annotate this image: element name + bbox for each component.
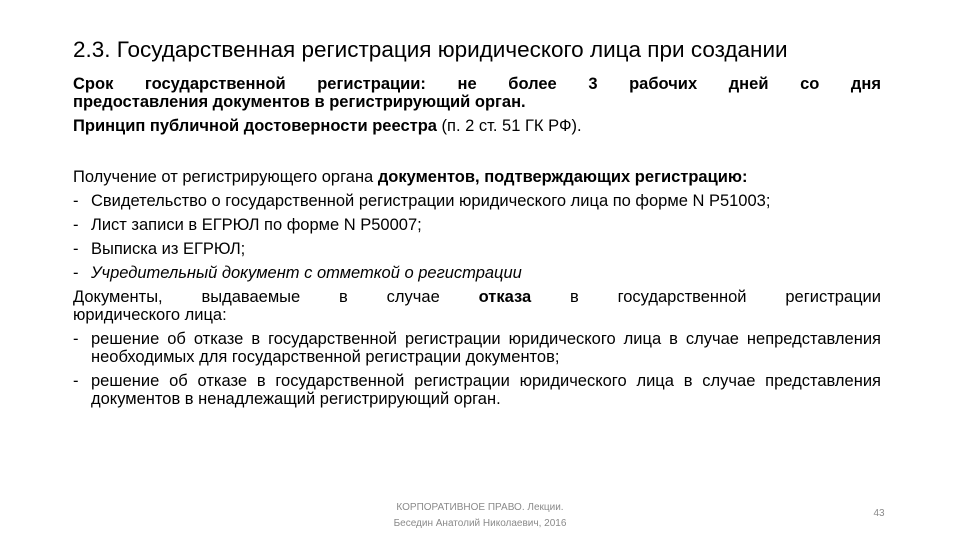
receipt-bold: документов, подтверждающих регистрацию: (377, 168, 748, 186)
principle-name: Принцип публичной достоверности реестра (73, 117, 437, 135)
refusal-line-1 (73, 288, 881, 306)
list-dash: - (73, 192, 79, 210)
list-dash: - (73, 240, 79, 258)
slide-title: 2.3. Государственная регистрация юридического лица при создании (73, 37, 788, 62)
receipt-intro: Получение от регистрирующего органа (73, 168, 378, 186)
list-item-text: решение об отказе в государственной регистрации юридического лица в случае представления документов в ненадлежащий регистрирующий орган. (91, 372, 881, 408)
page-number: 43 (873, 508, 885, 519)
refusal-start: Документы, выдаваемые в случае (73, 288, 479, 306)
list-item (73, 216, 881, 234)
list-item-text: Выписка из ЕГРЮЛ; (91, 240, 246, 258)
list-item (73, 264, 881, 282)
list-item-text: Лист записи в ЕГРЮЛ по форме N Р50007; (91, 216, 422, 234)
list-dash: - (73, 264, 79, 282)
refusal-end: в государственной регистрации (531, 288, 881, 306)
list-dash: - (73, 330, 79, 348)
list-dash: - (73, 372, 79, 390)
list-item-text: Свидетельство о государственной регистрации юридического лица по форме N Р51003; (91, 192, 771, 210)
list-item-text: Учредительный документ с отметкой о регистрации (91, 264, 522, 282)
refusal-line-2: юридического лица: (73, 306, 227, 324)
list-item (73, 240, 881, 258)
principle-paragraph (73, 117, 881, 135)
slide-footer (360, 500, 600, 532)
list-item (73, 192, 881, 210)
registration-term-line-2: предоставления документов в регистрирующий орган. (73, 93, 526, 111)
footer-course: КОРПОРАТИВНОЕ ПРАВО. Лекции. (396, 502, 564, 513)
receipt-heading (73, 168, 881, 186)
list-item (73, 330, 881, 366)
footer-author: Беседин Анатолий Николаевич, 2016 (393, 518, 567, 529)
list-dash: - (73, 216, 79, 234)
list-item-text: решение об отказе в государственной регистрации юридического лица в случае непредставления необходимых для государственной регистрации документов; (91, 330, 881, 366)
principle-reference: (п. 2 ст. 51 ГК РФ). (436, 117, 582, 135)
refusal-bold: отказа (478, 288, 532, 306)
slide-content (73, 75, 881, 408)
registration-term-line-1: Срок государственной регистрации: не более 3 рабочих дней со дня (73, 75, 881, 93)
list-item (73, 372, 881, 408)
